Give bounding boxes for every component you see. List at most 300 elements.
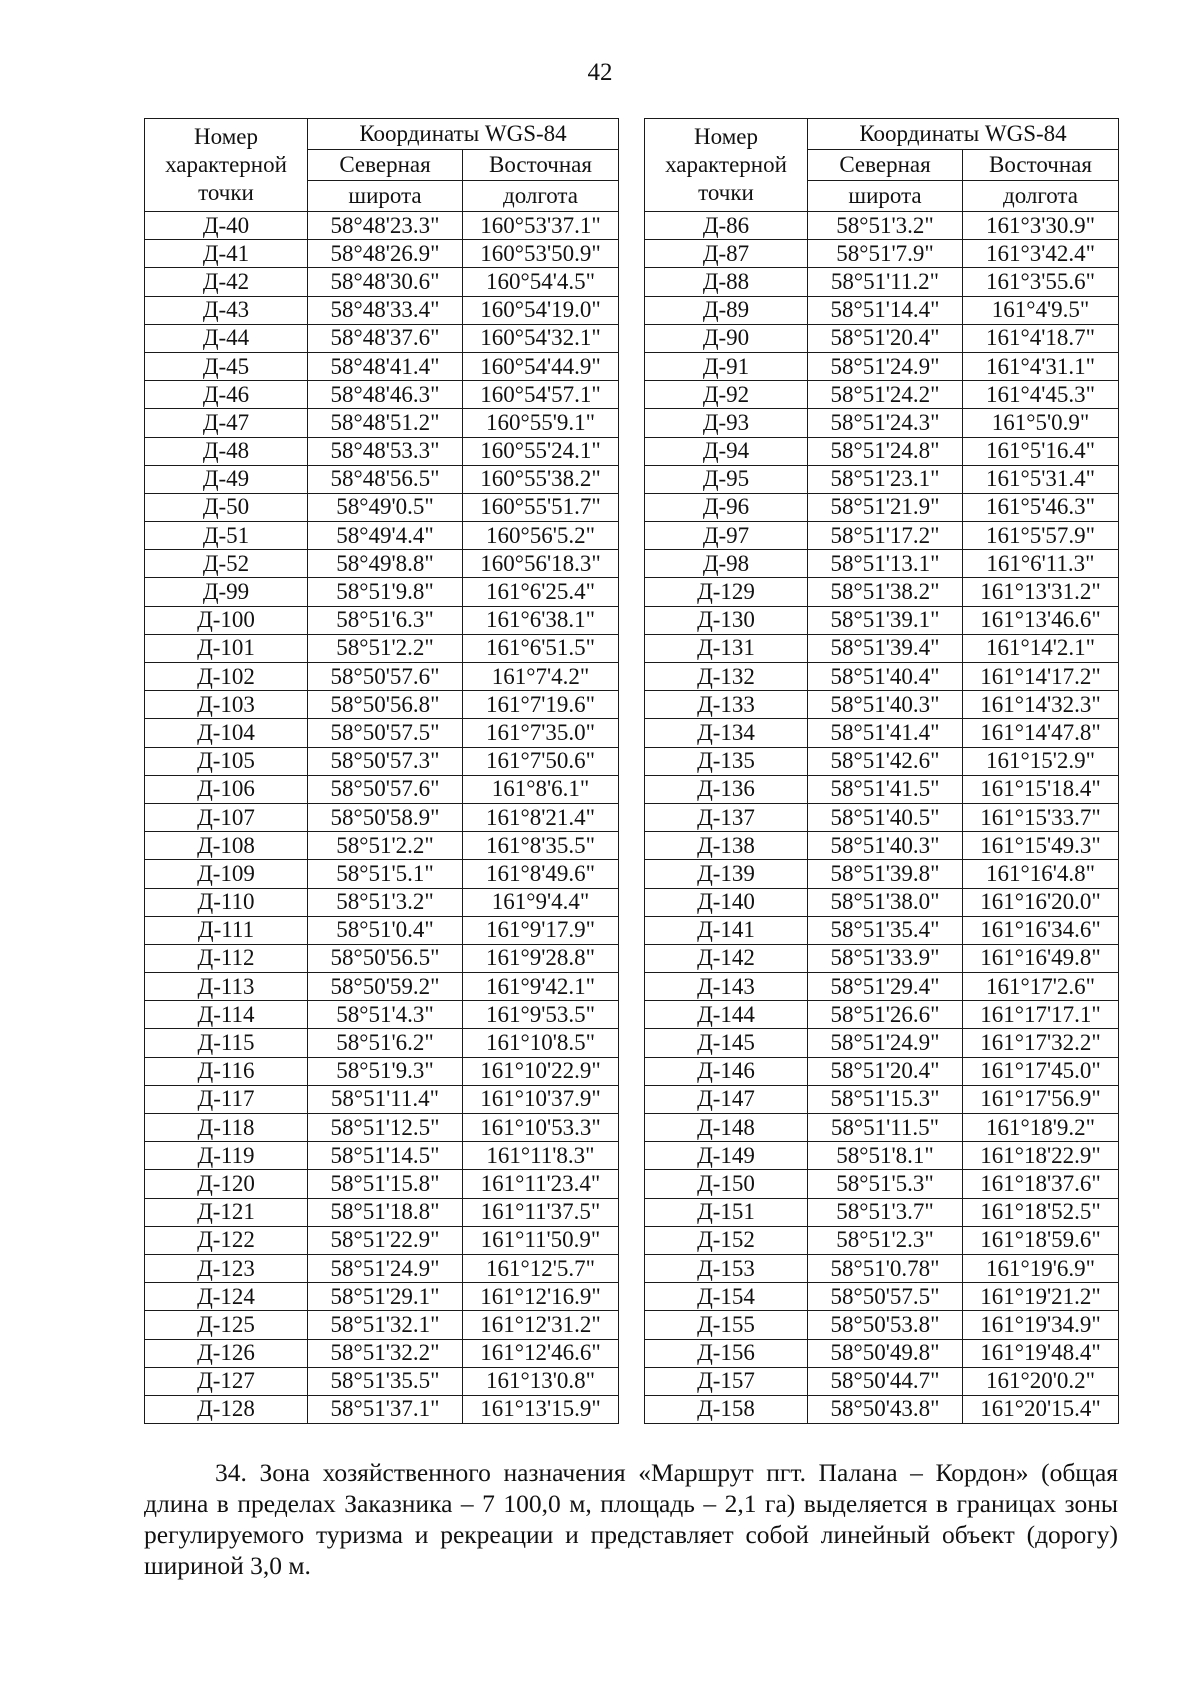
table-row <box>145 1198 619 1226</box>
table-row <box>145 860 619 888</box>
point-id-cell: Д-134 <box>645 719 808 747</box>
longitude-cell: 161°11'8.3" <box>463 1142 619 1170</box>
table-row <box>645 747 1119 775</box>
point-id-cell: Д-115 <box>145 1029 308 1057</box>
table-row <box>145 1001 619 1029</box>
table-row <box>145 747 619 775</box>
longitude-cell: 161°19'21.2" <box>963 1283 1119 1311</box>
latitude-cell: 58°51'33.9" <box>808 944 963 972</box>
latitude-cell: 58°51'14.4" <box>808 296 963 324</box>
table-row <box>645 465 1119 493</box>
table-row <box>645 888 1119 916</box>
latitude-cell: 58°51'0.4" <box>308 916 463 944</box>
table-row <box>145 775 619 803</box>
longitude-cell: 160°54'44.9" <box>463 352 619 380</box>
longitude-cell: 161°6'11.3" <box>963 550 1119 578</box>
latitude-cell: 58°50'57.5" <box>808 1283 963 1311</box>
point-id-cell: Д-89 <box>645 296 808 324</box>
table-row <box>145 1395 619 1423</box>
longitude-cell: 161°17'56.9" <box>963 1085 1119 1113</box>
point-id-cell: Д-93 <box>645 409 808 437</box>
latitude-cell: 58°51'29.4" <box>808 973 963 1001</box>
longitude-cell: 161°8'6.1" <box>463 775 619 803</box>
table-row <box>645 493 1119 521</box>
latitude-cell: 58°51'7.9" <box>808 240 963 268</box>
longitude-cell: 161°7'19.6" <box>463 691 619 719</box>
longitude-cell: 160°55'51.7" <box>463 493 619 521</box>
table-row <box>645 944 1119 972</box>
point-id-cell: Д-132 <box>645 663 808 691</box>
table-row <box>645 381 1119 409</box>
latitude-cell: 58°51'9.3" <box>308 1057 463 1085</box>
longitude-cell: 161°3'30.9" <box>963 212 1119 240</box>
point-id-cell: Д-95 <box>645 465 808 493</box>
header-longitude-bottom: долгота <box>963 181 1119 212</box>
point-id-cell: Д-121 <box>145 1198 308 1226</box>
point-id-cell: Д-101 <box>145 634 308 662</box>
table-row <box>645 1198 1119 1226</box>
point-id-cell: Д-143 <box>645 973 808 1001</box>
table-row <box>145 240 619 268</box>
table-row <box>145 1339 619 1367</box>
latitude-cell: 58°51'11.2" <box>808 268 963 296</box>
latitude-cell: 58°51'40.5" <box>808 803 963 831</box>
latitude-cell: 58°51'4.3" <box>308 1001 463 1029</box>
longitude-cell: 161°5'16.4" <box>963 437 1119 465</box>
table-row <box>645 1226 1119 1254</box>
header-latitude-top: Северная <box>308 150 463 181</box>
longitude-cell: 161°18'9.2" <box>963 1114 1119 1142</box>
point-id-cell: Д-150 <box>645 1170 808 1198</box>
latitude-cell: 58°51'18.8" <box>308 1198 463 1226</box>
table-row <box>145 832 619 860</box>
point-id-cell: Д-96 <box>645 493 808 521</box>
table-row <box>645 691 1119 719</box>
table-row <box>145 550 619 578</box>
table-row <box>645 775 1119 803</box>
latitude-cell: 58°51'20.4" <box>808 324 963 352</box>
point-id-cell: Д-99 <box>145 578 308 606</box>
table-row <box>145 1142 619 1170</box>
latitude-cell: 58°51'12.5" <box>308 1114 463 1142</box>
table-row <box>645 1367 1119 1395</box>
point-id-cell: Д-49 <box>145 465 308 493</box>
longitude-cell: 161°16'20.0" <box>963 888 1119 916</box>
latitude-cell: 58°51'21.9" <box>808 493 963 521</box>
table-row <box>145 1311 619 1339</box>
longitude-cell: 161°13'0.8" <box>463 1367 619 1395</box>
latitude-cell: 58°51'35.5" <box>308 1367 463 1395</box>
longitude-cell: 161°3'42.4" <box>963 240 1119 268</box>
point-id-cell: Д-44 <box>145 324 308 352</box>
longitude-cell: 161°15'2.9" <box>963 747 1119 775</box>
point-id-cell: Д-133 <box>645 691 808 719</box>
latitude-cell: 58°51'40.3" <box>808 832 963 860</box>
point-id-cell: Д-113 <box>145 973 308 1001</box>
longitude-cell: 161°11'50.9" <box>463 1226 619 1254</box>
longitude-cell: 161°3'55.6" <box>963 268 1119 296</box>
longitude-cell: 161°18'52.5" <box>963 1198 1119 1226</box>
table-row <box>145 465 619 493</box>
point-id-cell: Д-124 <box>145 1283 308 1311</box>
table-row <box>645 719 1119 747</box>
point-id-cell: Д-118 <box>145 1114 308 1142</box>
longitude-cell: 161°5'0.9" <box>963 409 1119 437</box>
table-row <box>645 1311 1119 1339</box>
table-row <box>645 212 1119 240</box>
latitude-cell: 58°51'2.2" <box>308 634 463 662</box>
latitude-cell: 58°50'49.8" <box>808 1339 963 1367</box>
point-id-cell: Д-148 <box>645 1114 808 1142</box>
longitude-cell: 161°17'17.1" <box>963 1001 1119 1029</box>
table-row <box>145 691 619 719</box>
latitude-cell: 58°49'4.4" <box>308 522 463 550</box>
latitude-cell: 58°51'3.2" <box>308 888 463 916</box>
point-id-cell: Д-98 <box>645 550 808 578</box>
point-id-cell: Д-129 <box>645 578 808 606</box>
latitude-cell: 58°51'32.2" <box>308 1339 463 1367</box>
table-row <box>145 1085 619 1113</box>
longitude-cell: 161°7'4.2" <box>463 663 619 691</box>
point-id-cell: Д-40 <box>145 212 308 240</box>
table-row <box>145 1283 619 1311</box>
point-id-cell: Д-119 <box>145 1142 308 1170</box>
header-latitude-bottom: широта <box>308 181 463 212</box>
header-longitude-top: Восточная <box>463 150 619 181</box>
latitude-cell: 58°50'56.5" <box>308 944 463 972</box>
longitude-cell: 161°11'23.4" <box>463 1170 619 1198</box>
latitude-cell: 58°51'24.3" <box>808 409 963 437</box>
table-row <box>645 860 1119 888</box>
point-id-cell: Д-52 <box>145 550 308 578</box>
table-row <box>645 1283 1119 1311</box>
latitude-cell: 58°51'40.3" <box>808 691 963 719</box>
point-id-cell: Д-128 <box>145 1395 308 1423</box>
latitude-cell: 58°51'23.1" <box>808 465 963 493</box>
latitude-cell: 58°51'24.9" <box>308 1254 463 1282</box>
table-row <box>145 268 619 296</box>
header-longitude-top: Восточная <box>963 150 1119 181</box>
longitude-cell: 161°17'32.2" <box>963 1029 1119 1057</box>
table-row <box>145 916 619 944</box>
latitude-cell: 58°51'2.3" <box>808 1226 963 1254</box>
longitude-cell: 161°14'17.2" <box>963 663 1119 691</box>
point-id-cell: Д-114 <box>145 1001 308 1029</box>
table-row <box>145 212 619 240</box>
longitude-cell: 160°54'4.5" <box>463 268 619 296</box>
table-row <box>645 437 1119 465</box>
latitude-cell: 58°50'44.7" <box>808 1367 963 1395</box>
point-id-cell: Д-151 <box>645 1198 808 1226</box>
table-row <box>145 1226 619 1254</box>
header-latitude-top: Северная <box>808 150 963 181</box>
table-row <box>145 606 619 634</box>
latitude-cell: 58°50'53.8" <box>808 1311 963 1339</box>
table-row <box>145 296 619 324</box>
table-row <box>145 973 619 1001</box>
longitude-cell: 161°12'16.9" <box>463 1283 619 1311</box>
point-id-cell: Д-86 <box>645 212 808 240</box>
table-row <box>645 973 1119 1001</box>
table-row <box>145 1057 619 1085</box>
table-row <box>645 1339 1119 1367</box>
table-row <box>645 352 1119 380</box>
longitude-cell: 161°6'51.5" <box>463 634 619 662</box>
table-row <box>645 324 1119 352</box>
longitude-cell: 161°4'45.3" <box>963 381 1119 409</box>
table-row <box>145 409 619 437</box>
latitude-cell: 58°48'37.6" <box>308 324 463 352</box>
longitude-cell: 161°9'4.4" <box>463 888 619 916</box>
longitude-cell: 161°10'8.5" <box>463 1029 619 1057</box>
table-row <box>145 352 619 380</box>
point-id-cell: Д-142 <box>645 944 808 972</box>
latitude-cell: 58°51'2.2" <box>308 832 463 860</box>
table-row <box>145 1367 619 1395</box>
latitude-cell: 58°51'35.4" <box>808 916 963 944</box>
longitude-cell: 161°6'25.4" <box>463 578 619 606</box>
point-id-cell: Д-137 <box>645 803 808 831</box>
table-row <box>145 493 619 521</box>
header-coordinates: Координаты WGS-84 <box>808 119 1119 150</box>
longitude-cell: 161°18'59.6" <box>963 1226 1119 1254</box>
longitude-cell: 161°16'49.8" <box>963 944 1119 972</box>
header-coordinates: Координаты WGS-84 <box>308 119 619 150</box>
longitude-cell: 161°5'57.9" <box>963 522 1119 550</box>
point-id-cell: Д-43 <box>145 296 308 324</box>
latitude-cell: 58°51'3.2" <box>808 212 963 240</box>
latitude-cell: 58°51'13.1" <box>808 550 963 578</box>
point-id-cell: Д-122 <box>145 1226 308 1254</box>
latitude-cell: 58°51'24.2" <box>808 381 963 409</box>
point-id-cell: Д-88 <box>645 268 808 296</box>
latitude-cell: 58°50'56.8" <box>308 691 463 719</box>
point-id-cell: Д-42 <box>145 268 308 296</box>
longitude-cell: 161°7'50.6" <box>463 747 619 775</box>
header-longitude-bottom: долгота <box>463 181 619 212</box>
table-body-left <box>145 212 619 1424</box>
latitude-cell: 58°48'41.4" <box>308 352 463 380</box>
point-id-cell: Д-135 <box>645 747 808 775</box>
longitude-cell: 161°12'46.6" <box>463 1339 619 1367</box>
point-id-cell: Д-97 <box>645 522 808 550</box>
point-id-cell: Д-92 <box>645 381 808 409</box>
latitude-cell: 58°49'0.5" <box>308 493 463 521</box>
latitude-cell: 58°48'30.6" <box>308 268 463 296</box>
point-id-cell: Д-145 <box>645 1029 808 1057</box>
point-id-cell: Д-102 <box>145 663 308 691</box>
longitude-cell: 161°15'18.4" <box>963 775 1119 803</box>
point-id-cell: Д-153 <box>645 1254 808 1282</box>
latitude-cell: 58°51'39.4" <box>808 634 963 662</box>
table-row <box>645 916 1119 944</box>
point-id-cell: Д-51 <box>145 522 308 550</box>
longitude-cell: 161°18'37.6" <box>963 1170 1119 1198</box>
table-row <box>645 634 1119 662</box>
point-id-cell: Д-100 <box>145 606 308 634</box>
point-id-cell: Д-127 <box>145 1367 308 1395</box>
table-row <box>645 578 1119 606</box>
point-id-cell: Д-146 <box>645 1057 808 1085</box>
point-id-cell: Д-144 <box>645 1001 808 1029</box>
point-id-cell: Д-106 <box>145 775 308 803</box>
latitude-cell: 58°51'20.4" <box>808 1057 963 1085</box>
longitude-cell: 161°4'18.7" <box>963 324 1119 352</box>
latitude-cell: 58°51'40.4" <box>808 663 963 691</box>
point-id-cell: Д-87 <box>645 240 808 268</box>
table-row <box>645 1057 1119 1085</box>
table-row <box>145 803 619 831</box>
point-id-cell: Д-45 <box>145 352 308 380</box>
longitude-cell: 161°13'31.2" <box>963 578 1119 606</box>
table-body-right <box>645 212 1119 1424</box>
latitude-cell: 58°51'11.4" <box>308 1085 463 1113</box>
table-row <box>645 606 1119 634</box>
point-id-cell: Д-108 <box>145 832 308 860</box>
latitude-cell: 58°48'33.4" <box>308 296 463 324</box>
longitude-cell: 160°54'57.1" <box>463 381 619 409</box>
table-row <box>145 944 619 972</box>
page-number: 42 <box>587 59 613 86</box>
table-row <box>645 268 1119 296</box>
table-row <box>645 663 1119 691</box>
longitude-cell: 161°20'0.2" <box>963 1367 1119 1395</box>
point-id-cell: Д-111 <box>145 916 308 944</box>
longitude-cell: 161°14'2.1" <box>963 634 1119 662</box>
point-id-cell: Д-91 <box>645 352 808 380</box>
latitude-cell: 58°51'15.3" <box>808 1085 963 1113</box>
table-row <box>645 550 1119 578</box>
table-row <box>145 381 619 409</box>
table-row <box>645 1254 1119 1282</box>
point-id-cell: Д-138 <box>645 832 808 860</box>
table-row <box>645 522 1119 550</box>
point-id-cell: Д-112 <box>145 944 308 972</box>
point-id-cell: Д-41 <box>145 240 308 268</box>
table-row <box>645 1001 1119 1029</box>
latitude-cell: 58°51'9.8" <box>308 578 463 606</box>
point-id-cell: Д-104 <box>145 719 308 747</box>
header-latitude-bottom: широта <box>808 181 963 212</box>
table-row <box>145 663 619 691</box>
latitude-cell: 58°51'8.1" <box>808 1142 963 1170</box>
table-row <box>645 803 1119 831</box>
latitude-cell: 58°51'17.2" <box>808 522 963 550</box>
longitude-cell: 161°20'15.4" <box>963 1395 1119 1423</box>
point-id-cell: Д-130 <box>645 606 808 634</box>
latitude-cell: 58°51'22.9" <box>308 1226 463 1254</box>
longitude-cell: 161°8'21.4" <box>463 803 619 831</box>
latitude-cell: 58°51'32.1" <box>308 1311 463 1339</box>
table-row <box>145 634 619 662</box>
table-row <box>145 1029 619 1057</box>
latitude-cell: 58°51'41.5" <box>808 775 963 803</box>
longitude-cell: 161°11'37.5" <box>463 1198 619 1226</box>
point-id-cell: Д-90 <box>645 324 808 352</box>
longitude-cell: 161°12'5.7" <box>463 1254 619 1282</box>
longitude-cell: 161°17'2.6" <box>963 973 1119 1001</box>
longitude-cell: 161°19'48.4" <box>963 1339 1119 1367</box>
longitude-cell: 161°10'53.3" <box>463 1114 619 1142</box>
point-id-cell: Д-117 <box>145 1085 308 1113</box>
longitude-cell: 160°56'5.2" <box>463 522 619 550</box>
longitude-cell: 161°8'49.6" <box>463 860 619 888</box>
table-row <box>645 296 1119 324</box>
point-id-cell: Д-139 <box>645 860 808 888</box>
longitude-cell: 160°55'38.2" <box>463 465 619 493</box>
table-row <box>145 578 619 606</box>
latitude-cell: 58°51'11.5" <box>808 1114 963 1142</box>
header-point-number: Номер характерной точки <box>145 119 308 212</box>
longitude-cell: 160°54'32.1" <box>463 324 619 352</box>
longitude-cell: 160°55'24.1" <box>463 437 619 465</box>
longitude-cell: 160°53'37.1" <box>463 212 619 240</box>
latitude-cell: 58°51'26.6" <box>808 1001 963 1029</box>
table-row <box>645 1114 1119 1142</box>
longitude-cell: 161°4'31.1" <box>963 352 1119 380</box>
latitude-cell: 58°50'43.8" <box>808 1395 963 1423</box>
latitude-cell: 58°48'26.9" <box>308 240 463 268</box>
longitude-cell: 161°16'34.6" <box>963 916 1119 944</box>
longitude-cell: 161°6'38.1" <box>463 606 619 634</box>
point-id-cell: Д-125 <box>145 1311 308 1339</box>
longitude-cell: 161°9'53.5" <box>463 1001 619 1029</box>
latitude-cell: 58°51'37.1" <box>308 1395 463 1423</box>
point-id-cell: Д-116 <box>145 1057 308 1085</box>
latitude-cell: 58°51'29.1" <box>308 1283 463 1311</box>
latitude-cell: 58°50'57.6" <box>308 663 463 691</box>
point-id-cell: Д-50 <box>145 493 308 521</box>
latitude-cell: 58°51'5.1" <box>308 860 463 888</box>
longitude-cell: 161°7'35.0" <box>463 719 619 747</box>
latitude-cell: 58°50'57.6" <box>308 775 463 803</box>
point-id-cell: Д-109 <box>145 860 308 888</box>
zone-description-paragraph <box>144 1457 1118 1581</box>
table-row <box>645 1029 1119 1057</box>
latitude-cell: 58°50'58.9" <box>308 803 463 831</box>
table-row <box>645 832 1119 860</box>
latitude-cell: 58°50'59.2" <box>308 973 463 1001</box>
table-row <box>645 1142 1119 1170</box>
longitude-cell: 161°9'17.9" <box>463 916 619 944</box>
longitude-cell: 161°5'46.3" <box>963 493 1119 521</box>
table-row <box>645 1395 1119 1423</box>
latitude-cell: 58°51'42.6" <box>808 747 963 775</box>
point-id-cell: Д-157 <box>645 1367 808 1395</box>
point-id-cell: Д-94 <box>645 437 808 465</box>
latitude-cell: 58°51'14.5" <box>308 1142 463 1170</box>
latitude-cell: 58°49'8.8" <box>308 550 463 578</box>
latitude-cell: 58°48'51.2" <box>308 409 463 437</box>
table-row <box>145 1114 619 1142</box>
longitude-cell: 161°5'31.4" <box>963 465 1119 493</box>
latitude-cell: 58°51'15.8" <box>308 1170 463 1198</box>
table-row <box>145 1254 619 1282</box>
point-id-cell: Д-48 <box>145 437 308 465</box>
longitude-cell: 161°10'37.9" <box>463 1085 619 1113</box>
latitude-cell: 58°51'39.8" <box>808 860 963 888</box>
point-id-cell: Д-105 <box>145 747 308 775</box>
table-row <box>645 1170 1119 1198</box>
table-row <box>645 240 1119 268</box>
table-row <box>145 1170 619 1198</box>
point-id-cell: Д-131 <box>645 634 808 662</box>
longitude-cell: 161°18'22.9" <box>963 1142 1119 1170</box>
point-id-cell: Д-141 <box>645 916 808 944</box>
latitude-cell: 58°50'57.5" <box>308 719 463 747</box>
longitude-cell: 161°9'42.1" <box>463 973 619 1001</box>
longitude-cell: 161°14'32.3" <box>963 691 1119 719</box>
